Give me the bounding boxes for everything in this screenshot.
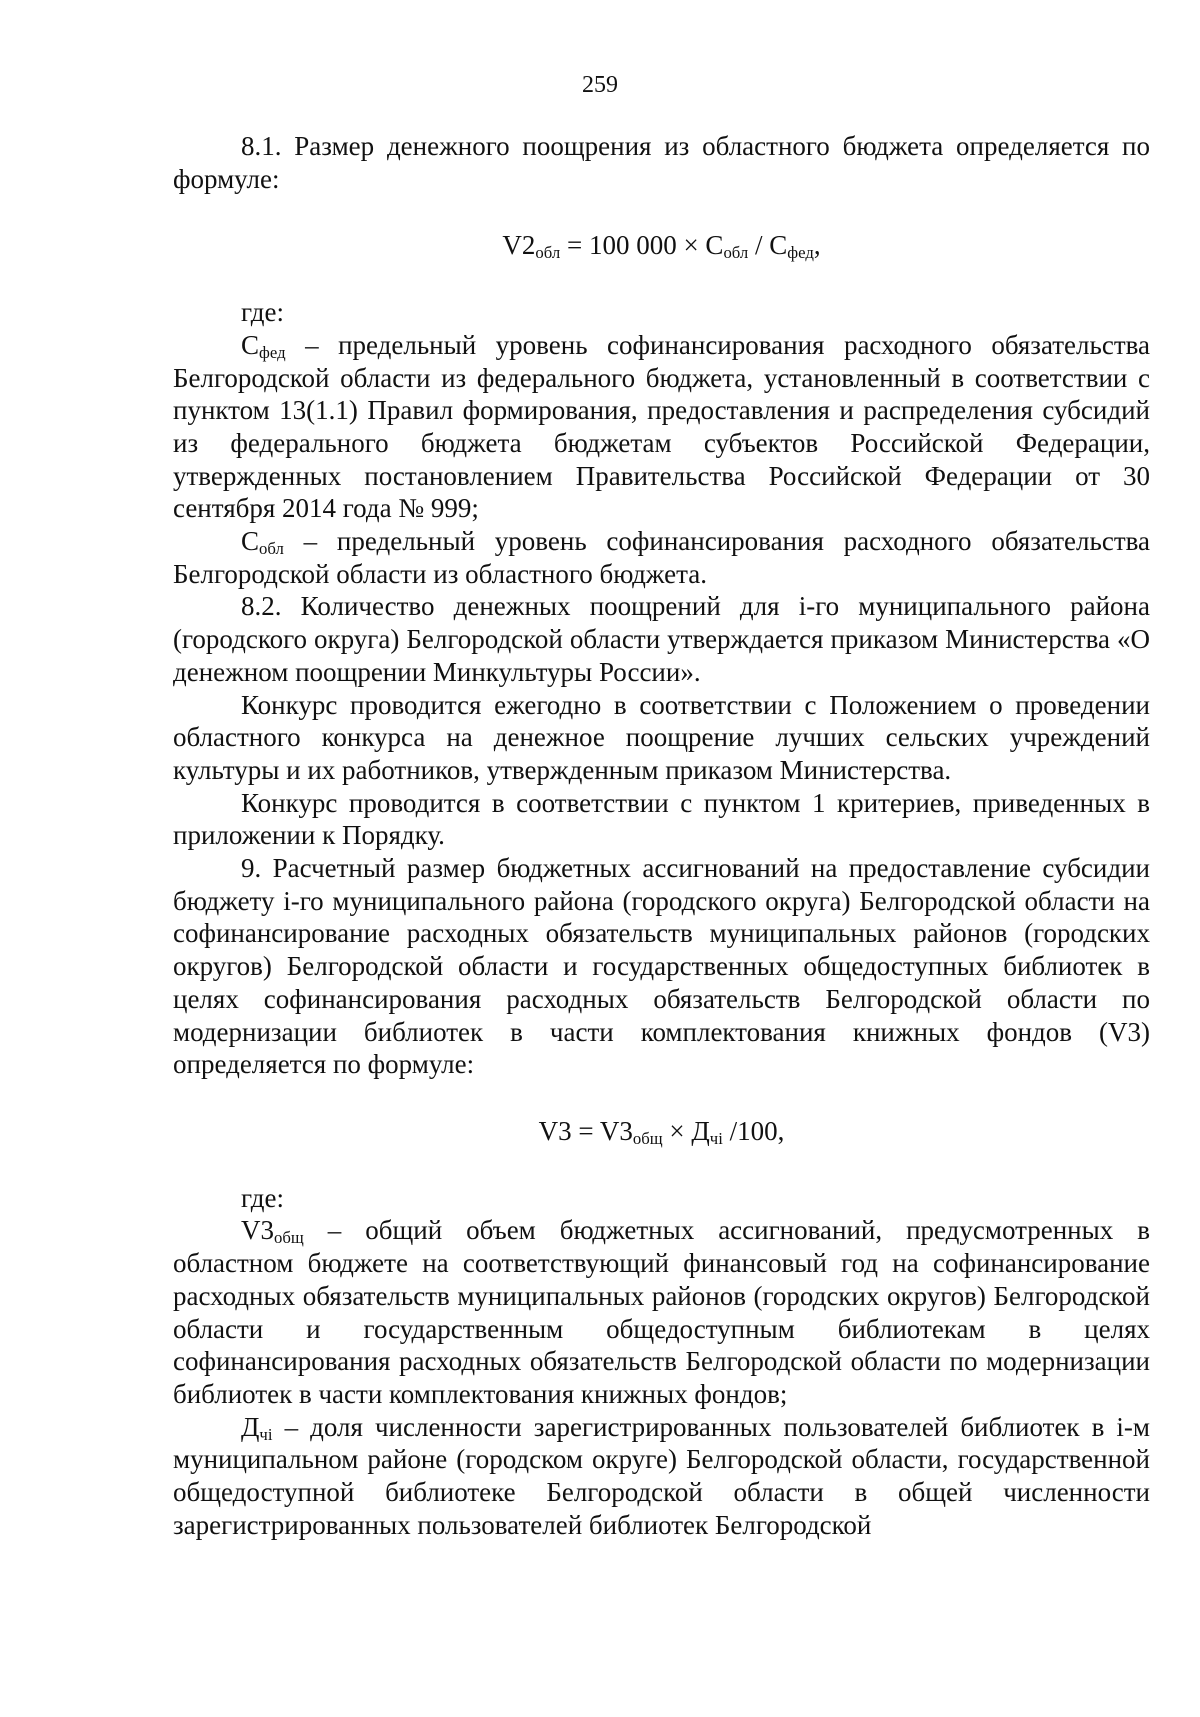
- formula-subscript: обл: [535, 243, 561, 263]
- symbol-subscript: фед: [259, 342, 286, 362]
- definition-text: – предельный уровень софинансирования расходного обязательства Белгородской области из областного бюджета.: [173, 526, 1150, 589]
- symbol-subscript: чi: [259, 1424, 273, 1444]
- symbol: V3: [241, 1215, 274, 1246]
- formula-text: × Д: [662, 1115, 710, 1146]
- symbol: С: [241, 526, 260, 557]
- symbol-subscript: обл: [259, 539, 284, 559]
- paragraph-9: 9. Расчетный размер бюджетных ассигнований на предоставление субсидии бюджету i-го муниципального района (городского округа) Белгородской области на софинансирование расходных обязательств муниципальных районов (городских округов) Белгородской области и государственных общедоступных библиотек в целях софинансирования расходных обязательств Белгородской области по модернизации библиотек в части комплектования книжных фондов (V3) определяется по формуле:: [173, 853, 1150, 1080]
- symbol: Д: [241, 1411, 260, 1442]
- formula-v2: [173, 229, 1150, 262]
- formula-text: V2: [502, 230, 536, 261]
- paragraph-8-2: 8.2. Количество денежных поощрений для i-го муниципального района (городского округа) Белгородской области утверждается приказом Министерства «О денежном поощрении Минкультуры России».: [173, 591, 1150, 687]
- formula-text: = 100 000 × С: [560, 230, 724, 261]
- document-body: [173, 130, 1150, 1541]
- formula-text: ,: [813, 230, 821, 261]
- formula-v3: [173, 1115, 1150, 1148]
- page-number: 259: [582, 72, 618, 98]
- definition-v3-total: [173, 1214, 1150, 1410]
- definition-c-obl: [173, 525, 1150, 590]
- formula-subscript: общ: [632, 1129, 663, 1149]
- definition-c-fed: [173, 329, 1150, 525]
- formula-subscript: чi: [709, 1129, 723, 1149]
- where-label: где:: [241, 1182, 284, 1213]
- definition-text: – общий объем бюджетных ассигнований, предусмотренных в областном бюджете на соответствующий финансовый год на софинансирование расходных обязательств муниципальных районов (городских округов) Белгородской области и государственным общедоступным библиотекам в целях софинансирования расходных обязательств Белгородской области по модернизации библиотек в части комплектования книжных фондов;: [173, 1215, 1150, 1409]
- paragraph-contest-2: Конкурс проводится в соответствии с пунктом 1 критериев, приведенных в приложении к Порядку.: [173, 787, 1150, 851]
- formula-text: /100,: [722, 1115, 785, 1146]
- formula-subscript: обл: [723, 243, 749, 263]
- symbol-subscript: общ: [274, 1228, 304, 1248]
- formula-text: / С: [748, 230, 788, 261]
- symbol: С: [241, 329, 260, 360]
- definition-text: – доля численности зарегистрированных пользователей библиотек в i-м муниципальном районе (городском округе) Белгородской области, государственной общедоступной библиотеке Белгородской области в общей численности зарегистрированных пользователей библиотек Белгородской: [173, 1411, 1150, 1540]
- formula-text: V3 = V3: [538, 1115, 633, 1146]
- paragraph-8-1: 8.1. Размер денежного поощрения из областного бюджета определяется по формуле:: [173, 131, 1150, 194]
- definition-d-share: [173, 1411, 1150, 1542]
- formula-subscript: фед: [787, 243, 814, 263]
- where-label: где:: [241, 297, 284, 328]
- paragraph-contest-1: Конкурс проводится ежегодно в соответствии с Положением о проведении областного конкурса на денежное поощрение лучших сельских учреждений культуры и их работников, утвержденным приказом Министерства.: [173, 689, 1150, 785]
- definition-text: – предельный уровень софинансирования расходного обязательства Белгородской области из федерального бюджета, установленный в соответствии с пунктом 13(1.1) Правил формирования, предоставления и распределения субсидий из федерального бюджета бюджетам субъектов Российской Федерации, утвержденных постановлением Правительства Российской Федерации от 30 сентября 2014 года № 999;: [173, 329, 1150, 524]
